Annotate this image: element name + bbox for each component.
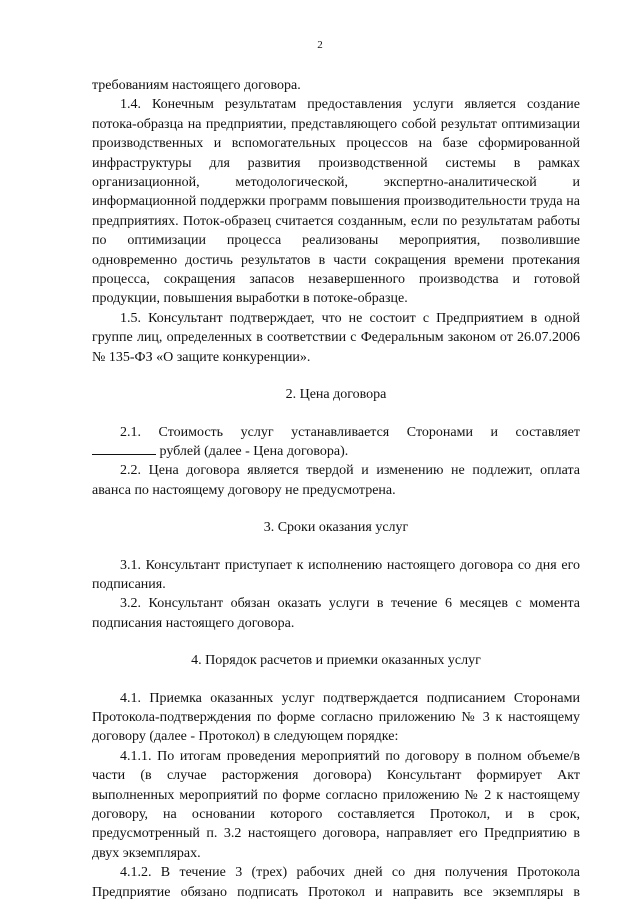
clause-4-1: 4.1. Приемка оказанных услуг подтверждается подписанием Сторонами Протокола-подтверждения по форме согласно приложению № 3 к настоящему договору (далее - Протокол) в следующем порядке: [92,690,580,745]
clause-4-1-1: 4.1.1. По итогам проведения мероприятий по договору в полном объеме/в части (в случае расторжения договора) Консультант формирует Акт выполненных мероприятий по форме согласно приложению № 2 к настоящему договору, на основании которого составляется Протокол, и в срок, предусмотренный п. 3.2 настоящего договора, направляет его Предприятию в двух экземплярах. [92,748,580,861]
section-heading-4: 4. Порядок расчетов и приемки оказанных услуг [191,653,481,669]
clause-4-1-2: 4.1.2. В течение 3 (трех) рабочих дней со дня получения Протокола Предприятие обязано подписать Протокол и направить все экземпляры в [92,865,580,900]
section-heading-3: 3. Сроки оказания услуг [263,520,409,536]
document-body [92,76,580,902]
page-number: 2 [317,39,323,51]
price-blank-field [92,442,156,455]
clause-2-1-text: рублей (далее - Цена договора). [159,443,349,459]
clause-1-4: 1.4. Конечным результатам предоставления услуги является создание потока-образца на предприятии, представляющего собой результат оптимизации производственных и вспомогательных процессов на базе сформированной инфраструктуры для развития производственной системы в рамках организационной, методологической, экспертно-аналитической и информационной поддержки программ повышения производительности труда на предприятиях. Поток-образец считается созданным, если по результатам работы по оптимизации процесса реализованы мероприятия, позволившие одновременно достичь результатов в части сокращения времени протекания процесса, сокращения запасов незавершенного производства и готовой продукции, повышения выработки в потоке-образце. [92,97,580,307]
section-heading-2: 2. Цена договора [285,387,387,403]
clause-3-2: 3.2. Консультант обязан оказать услуги в течение 6 месяцев с момента подписания настоящего договора. [92,596,580,631]
clause-2-1-line2 [92,442,580,461]
clause-1-5: 1.5. Консультант подтверждает, что не состоит с Предприятием в одной группе лиц, определенных в соответствии с Федеральным законом от 26.07.2006 № 135-ФЗ «О защите конкуренции». [92,310,580,365]
paragraph-continuation: требованиям настоящего договора. [92,78,301,93]
clause-3-1: 3.1. Консультант приступает к исполнению настоящего договора со дня его подписания. [92,557,580,592]
clause-2-1-line1: 2.1. Стоимость услуг устанавливается Сторонами и составляет [120,424,580,440]
clause-2-2: 2.2. Цена договора является твердой и изменению не подлежит, оплата аванса по настоящему договору не предусмотрена. [92,463,580,498]
